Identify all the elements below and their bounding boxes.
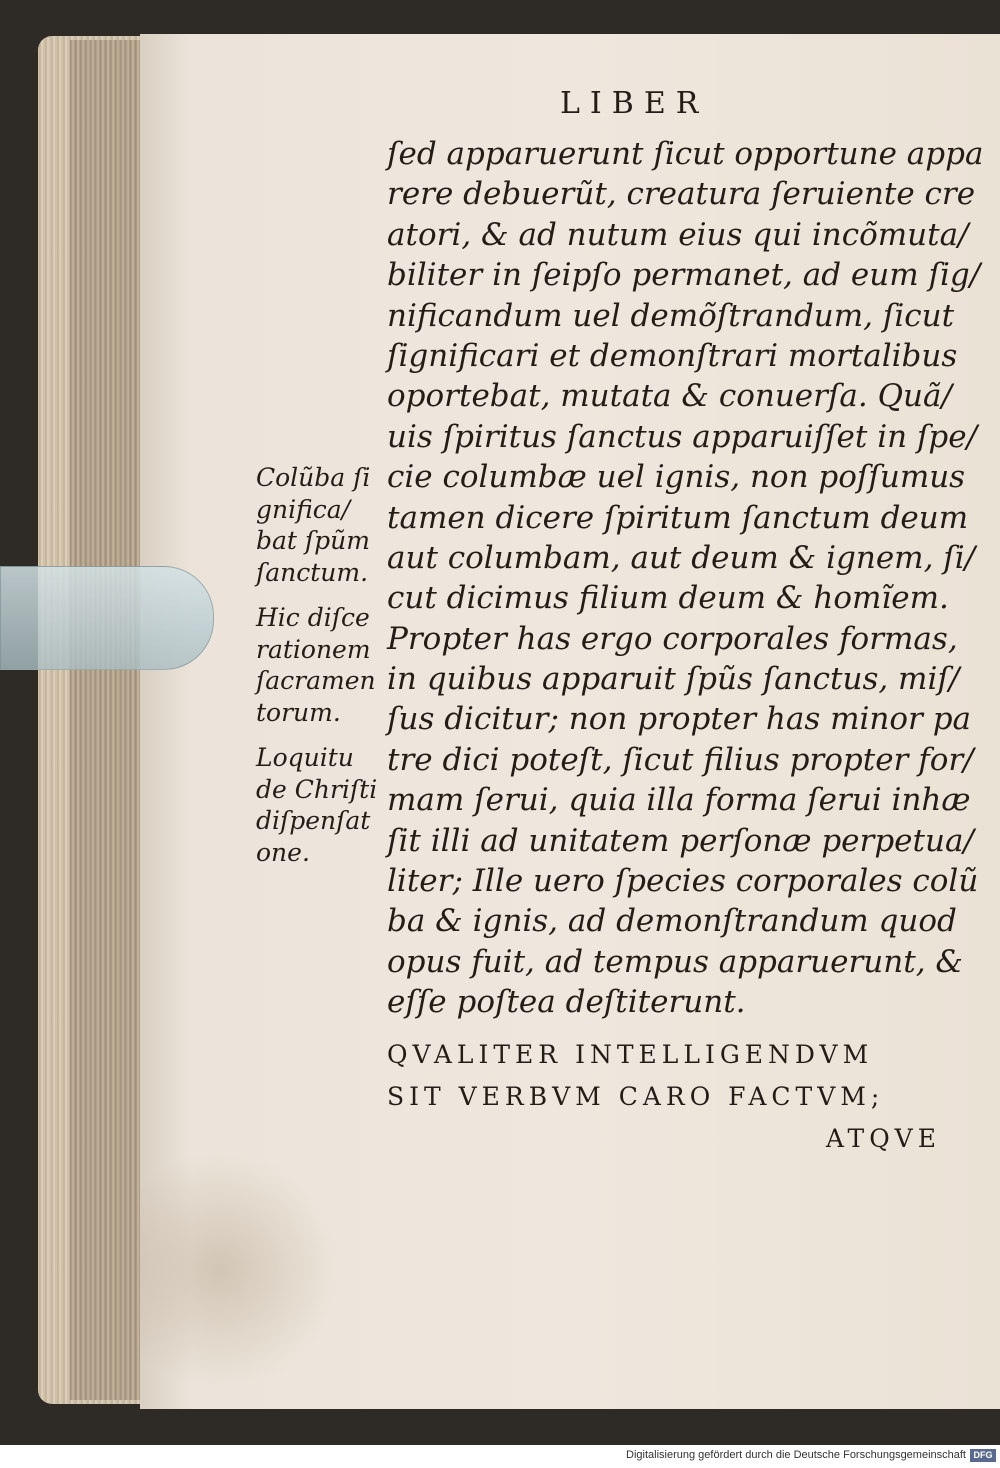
main-text-block <box>387 134 984 1023</box>
text-line: ba & ignis, ad demonſtrandum quod <box>387 903 957 940</box>
text-line: cie columbæ uel ignis, non poſſumus <box>387 459 966 496</box>
text-line: ſus dicitur; non propter has minor pa <box>387 701 972 738</box>
text-line: rere debuerũt, creatura ſeruiente cre <box>387 176 976 213</box>
margin-notes <box>256 462 388 882</box>
dfg-logo: DFG <box>970 1449 996 1462</box>
text-line: uis ſpiritus ſanctus apparuiſſet in ſpe/ <box>387 418 978 455</box>
margin-note-line: ſanctum. <box>256 557 369 587</box>
text-line: ſed apparuerunt ſicut opportune appa <box>387 136 984 172</box>
digitization-footer <box>0 1445 1000 1468</box>
catchword: ATQVE <box>825 1124 941 1153</box>
margin-note-discretio <box>256 602 388 728</box>
running-head: LIBER <box>560 86 709 121</box>
margin-note-line: Hic diſce <box>256 603 370 632</box>
text-line: cut dicimus filium deum & homĩem. <box>387 580 949 617</box>
margin-note-line: rationem <box>256 634 371 664</box>
plastic-page-marker <box>0 566 214 670</box>
section-heading-line: QVALITER INTELLIGENDVM <box>387 1040 874 1069</box>
text-line: eſſe poſtea deſtiterunt. <box>387 984 746 1021</box>
text-line: atori, & ad nutum eius qui incõmuta/ <box>387 216 969 253</box>
text-line: ſit illi ad unitatem perſonæ perpetua/ <box>387 822 974 859</box>
text-line: aut columbam, aut deum & ignem, ſi/ <box>387 539 976 576</box>
text-line: ſignificari et demonſtrari mortalibus <box>387 337 958 374</box>
funding-credit: Digitalisierung gefördert durch die Deutsche Forschungsgemeinschaft <box>626 1449 966 1461</box>
margin-note-dispensatio <box>256 742 388 868</box>
margin-note-line: gnifica/ <box>256 494 351 524</box>
text-line: biliter in ſeipſo permanet, ad eum ſig/ <box>387 257 981 294</box>
margin-note-line: bat ſpũm <box>256 526 370 555</box>
text-line: Propter has ergo corporales formas, <box>387 620 958 657</box>
margin-note-line: Loquitu <box>256 743 354 772</box>
margin-note-line: de Chriſti <box>256 774 378 804</box>
margin-note-columba <box>256 462 388 588</box>
text-line: liter; Ille uero ſpecies corporales colũ <box>387 863 979 900</box>
text-line: tamen dicere ſpiritum ſanctum deum <box>387 499 969 536</box>
page-block-shadow <box>70 40 150 1400</box>
margin-note-line: torum. <box>256 697 341 727</box>
margin-note-line: one. <box>256 837 310 867</box>
margin-note-line: Colũba ſi <box>256 463 371 492</box>
section-heading-line: SIT VERBVM CARO FACTVM; <box>387 1082 885 1111</box>
text-line: opus fuit, ad tempus apparuerunt, & <box>387 943 963 980</box>
text-line: nificandum uel demõſtrandum, ſicut <box>387 297 955 334</box>
text-line: mam ſerui, quia illa forma ſerui inhæ <box>387 782 971 819</box>
margin-note-line: diſpenſat <box>256 806 371 835</box>
text-line: oportebat, mutata & conuerſa. Quã/ <box>387 378 952 415</box>
margin-note-line: ſacramen <box>256 666 376 695</box>
text-line: tre dici poteſt, ſicut filius propter for/ <box>387 741 974 778</box>
section-heading <box>387 1034 947 1160</box>
text-line: in quibus apparuit ſpũs ſanctus, miſ/ <box>387 661 960 698</box>
paper-stain <box>140 1150 340 1390</box>
